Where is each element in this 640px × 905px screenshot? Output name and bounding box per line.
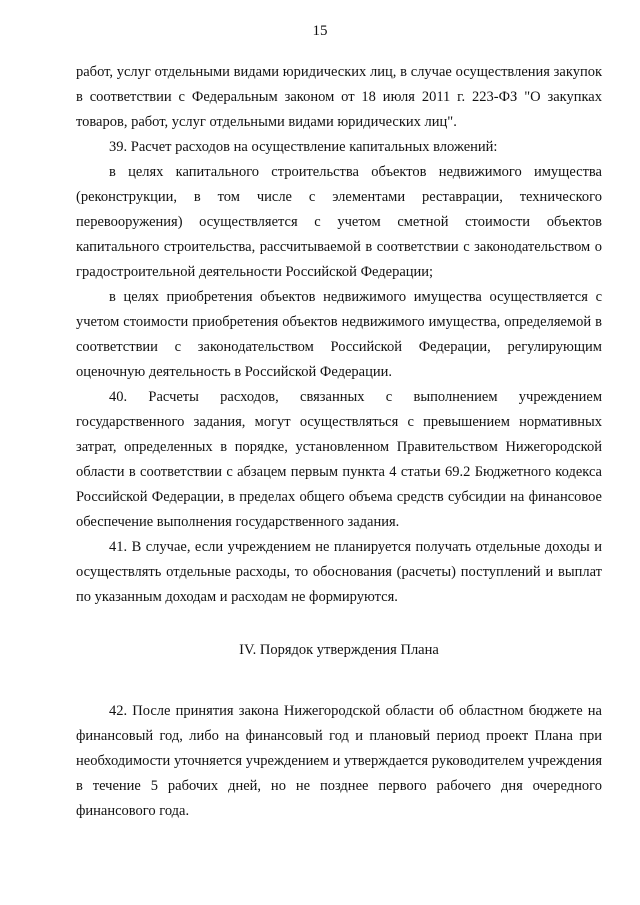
paragraph-item-42: 42. После принятия закона Нижегородской области об областном бюджете на финансовый год, либо на финансовый год и плановый период проект Плана при необходимости уточняется учреждением и утверждается руководителем учреждения в течение 5 рабочих дней, но не позднее первого рабочего дня очередного финансового года. — [76, 703, 602, 819]
paragraph-item-41: 41. В случае, если учреждением не планируется получать отдельные доходы и осуществлять отдельные расходы, то обоснования (расчеты) поступлений и выплат по указанным доходам и расходам не формируются. — [76, 539, 602, 605]
document-body — [76, 60, 602, 824]
paragraph-real-estate-acquisition: в целях приобретения объектов недвижимого имущества осуществляется с учетом стоимости приобретения объектов недвижимого имущества, определяемой в соответствии с законодательством Российской Федерации, регулирующим оценочную деятельность в Российской Федерации. — [76, 289, 602, 380]
paragraph-item-40: 40. Расчеты расходов, связанных с выполнением учреждением государственного задания, могут осуществляться с превышением нормативных затрат, определенных в порядке, установленном Правительством Нижегородской области в соответствии с абзацем первым пункта 4 статьи 69.2 Бюджетного кодекса Российской Федерации, в пределах общего объема средств субсидии на финансовое обеспечение выполнения государственного задания. — [76, 389, 602, 530]
page-number: 15 — [312, 23, 328, 39]
paragraph-continuation: работ, услуг отдельными видами юридических лиц, в случае осуществления закупок в соответствии с Федеральным законом от 18 июля 2011 г. 223-ФЗ "О закупках товаров, работ, услуг отдельными видами юридических лиц". — [76, 64, 602, 130]
paragraph-capital-construction: в целях капитального строительства объектов недвижимого имущества (реконструкции, в том числе с элементами реставрации, технического перевооружения) осуществляется с учетом сметной стоимости объектов капитального строительства, рассчитываемой в соответствии с законодательством о градостроительной деятельности Российской Федерации; — [76, 164, 602, 280]
section-heading: IV. Порядок утверждения Плана — [239, 642, 439, 658]
paragraph-item-39: 39. Расчет расходов на осуществление капитальных вложений: — [109, 139, 498, 155]
